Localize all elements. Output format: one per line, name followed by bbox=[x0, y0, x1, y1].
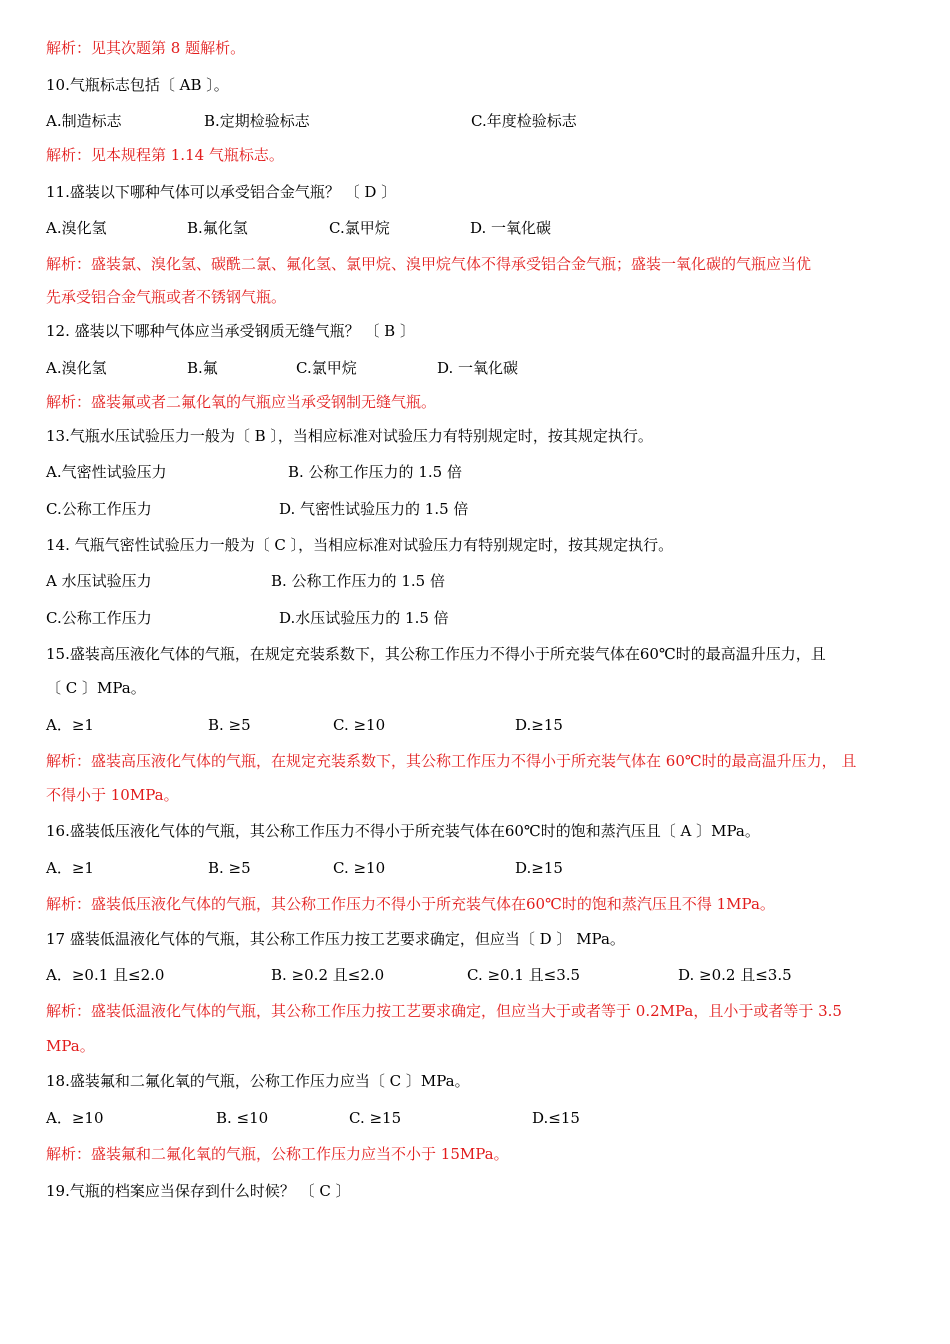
option-b: B.氟化氢 bbox=[187, 219, 248, 237]
analysis-text: 不得小于 10MPa。 bbox=[46, 786, 179, 804]
question-12: 12. 盛装以下哪种气体应当承受钢质无缝气瓶？ 〔 B 〕 bbox=[46, 322, 415, 340]
question-18: 18.盛装氟和二氟化氧的气瓶，公称工作压力应当〔 C 〕MPa。 bbox=[46, 1072, 470, 1090]
option-c: C.年度检验标志 bbox=[471, 112, 577, 130]
analysis-text: 解析：盛装低压液化气体的气瓶，其公称工作压力不得小于所充装气体在60℃时的饱和蒸汽压且不得 1MPa。 bbox=[46, 895, 775, 913]
option-a: A.气密性试验压力 bbox=[46, 463, 167, 481]
question-15: 15.盛装高压液化气体的气瓶，在规定充装系数下，其公称工作压力不得小于所充装气体在60℃时的最高温升压力，且 bbox=[46, 645, 826, 663]
analysis-text: 解析：盛装氟或者二氟化氧的气瓶应当承受钢制无缝气瓶。 bbox=[46, 393, 437, 411]
option-b: B. ≥0.2 且≤2.0 bbox=[271, 966, 385, 984]
option-d: D.≤15 bbox=[532, 1109, 580, 1127]
analysis-text: 解析：盛装氟和二氟化氧的气瓶，公称工作压力应当不小于 15MPa。 bbox=[46, 1145, 509, 1163]
question-10: 10.气瓶标志包括〔 AB 〕。 bbox=[46, 76, 229, 94]
option-b: B. ≥5 bbox=[208, 859, 251, 877]
question-16: 16.盛装低压液化气体的气瓶，其公称工作压力不得小于所充装气体在60℃时的饱和蒸汽压且〔 A 〕MPa。 bbox=[46, 822, 760, 840]
option-d: D.≥15 bbox=[515, 859, 563, 877]
option-b: B. 公称工作压力的 1.5 倍 bbox=[271, 572, 445, 590]
option-c: C. ≥10 bbox=[333, 859, 386, 877]
option-a: A.制造标志 bbox=[46, 112, 122, 130]
option-c: C. ≥0.1 且≤3.5 bbox=[467, 966, 581, 984]
option-c: C.氯甲烷 bbox=[296, 359, 357, 377]
option-a: A.溴化氢 bbox=[46, 359, 107, 377]
option-a: A.溴化氢 bbox=[46, 219, 107, 237]
analysis-text: 解析：盛装低温液化气体的气瓶，其公称工作压力按工艺要求确定，但应当大于或者等于 0.2MPa，且小于或者等于 3.5 bbox=[46, 1002, 842, 1020]
option-a: A．≥1 bbox=[46, 716, 94, 734]
option-c: C.公称工作压力 bbox=[46, 500, 152, 518]
option-a: A．≥10 bbox=[46, 1109, 104, 1127]
question-11: 11.盛装以下哪种气体可以承受铝合金气瓶？ 〔 D 〕 bbox=[46, 183, 397, 201]
option-c: C.公称工作压力 bbox=[46, 609, 152, 627]
analysis-text: 解析：见本规程第 1.14 气瓶标志。 bbox=[46, 146, 284, 164]
question-14: 14. 气瓶气密性试验压力一般为〔 C 〕，当相应标准对试验压力有特别规定时，按其规定执行。 bbox=[46, 536, 674, 554]
analysis-text: 解析：见其次题第 8 题解析。 bbox=[46, 39, 246, 57]
option-b: B.氟 bbox=[187, 359, 218, 377]
analysis-text: 解析：盛装氯、溴化氢、碳酰二氯、氟化氢、氯甲烷、溴甲烷气体不得承受铝合金气瓶；盛装一氧化碳的气瓶应当优 bbox=[46, 255, 812, 273]
option-d: D.≥15 bbox=[515, 716, 563, 734]
question-19: 19.气瓶的档案应当保存到什么时候？ 〔 C 〕 bbox=[46, 1182, 351, 1200]
question-15-cont: 〔 C 〕MPa。 bbox=[46, 679, 146, 697]
option-c: C. ≥15 bbox=[349, 1109, 402, 1127]
question-17: 17 盛装低温液化气体的气瓶，其公称工作压力按工艺要求确定，但应当〔 D 〕 MPa。 bbox=[46, 930, 625, 948]
option-a: A．≥0.1 且≤2.0 bbox=[46, 966, 165, 984]
option-d: D.水压试验压力的 1.5 倍 bbox=[279, 609, 449, 627]
option-a: A．≥1 bbox=[46, 859, 94, 877]
option-b: B. ≥5 bbox=[208, 716, 251, 734]
analysis-text: 解析：盛装高压液化气体的气瓶，在规定充装系数下，其公称工作压力不得小于所充装气体在 60℃时的最高温升压力， 且 bbox=[46, 752, 857, 770]
question-13: 13.气瓶水压试验压力一般为〔 B 〕，当相应标准对试验压力有特别规定时，按其规定执行。 bbox=[46, 427, 653, 445]
option-a: A 水压试验压力 bbox=[46, 572, 152, 590]
option-b: B. 公称工作压力的 1.5 倍 bbox=[288, 463, 462, 481]
option-c: C. ≥10 bbox=[333, 716, 386, 734]
analysis-text: MPa。 bbox=[46, 1037, 95, 1055]
option-b: B.定期检验标志 bbox=[204, 112, 310, 130]
option-d: D. 气密性试验压力的 1.5 倍 bbox=[279, 500, 469, 518]
option-c: C.氯甲烷 bbox=[329, 219, 390, 237]
option-d: D. 一氧化碳 bbox=[470, 219, 552, 237]
option-d: D. 一氧化碳 bbox=[437, 359, 519, 377]
option-b: B. ≤10 bbox=[216, 1109, 269, 1127]
option-d: D. ≥0.2 且≤3.5 bbox=[678, 966, 792, 984]
analysis-text: 先承受铝合金气瓶或者不锈钢气瓶。 bbox=[46, 288, 287, 306]
